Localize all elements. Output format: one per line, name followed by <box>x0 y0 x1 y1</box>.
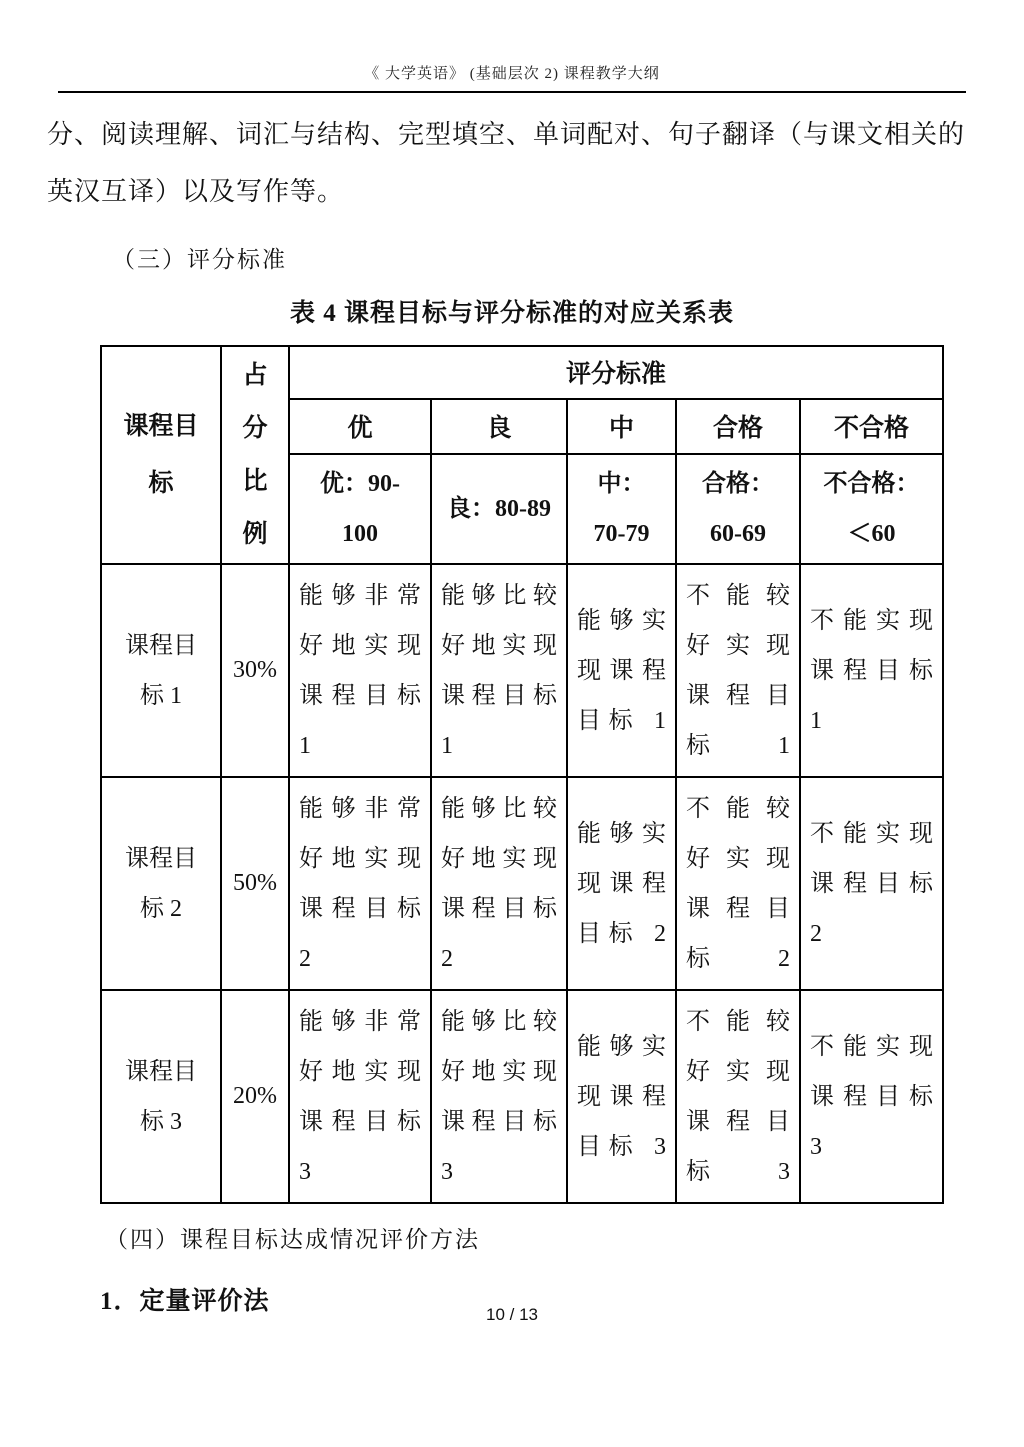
header-cell-level-fail: 不合格 <box>800 399 943 454</box>
cell-goal: 课程目 标 2 <box>101 777 221 990</box>
cell-excellent: 能够非常 好地实现 课程目标 1 <box>289 564 431 777</box>
cell-pass: 不能较 好实现 课程目 标 2 <box>676 777 800 990</box>
cell-medium: 能够实 现课程 目标 3 <box>567 990 676 1203</box>
running-head-title: 《 大学英语》 (基础层次 2) 课程教学大纲 <box>364 66 660 82</box>
cell-medium: 能够实 现课程 目标 2 <box>567 777 676 990</box>
page-number-text: 10 / 13 <box>486 1305 538 1324</box>
cell-weight: 20% <box>221 990 289 1203</box>
header-cell-range-medium: 中： 70-79 <box>567 454 676 564</box>
cell-pass: 不能较 好实现 课程目 标 1 <box>676 564 800 777</box>
header-cell-range-fail: 不合格： ＜60 <box>800 454 943 564</box>
table-row-goal-2 <box>101 777 943 990</box>
header-cell-weight: 占 分 比 例 <box>221 346 289 564</box>
body-paragraph <box>47 106 974 220</box>
cell-good: 能够比较 好地实现 课程目标 3 <box>431 990 567 1203</box>
cell-fail: 不能实现 课程目标 2 <box>800 777 943 990</box>
header-cell-level-medium: 中 <box>567 399 676 454</box>
header-cell-range-pass: 合格： 60-69 <box>676 454 800 564</box>
subsection-heading-quantitative-method: 1．定量评价法 <box>100 1288 270 1315</box>
cell-weight: 30% <box>221 564 289 777</box>
body-paragraph-line: 英汉互译）以及写作等。 <box>47 177 345 206</box>
cell-fail: 不能实现 课程目标 1 <box>800 564 943 777</box>
header-cell-range-good: 良：80-89 <box>431 454 567 564</box>
cell-excellent: 能够非常 好地实现 课程目标 2 <box>289 777 431 990</box>
header-cell-course-goal: 课程目 标 <box>101 346 221 564</box>
running-head <box>58 0 966 93</box>
header-cell-level-good: 良 <box>431 399 567 454</box>
cell-goal: 课程目 标 1 <box>101 564 221 777</box>
table-row-goal-1 <box>101 564 943 777</box>
section-heading-grading-criteria: （三）评分标准 <box>112 247 287 272</box>
cell-goal: 课程目 标 3 <box>101 990 221 1203</box>
table-title: 表 4 课程目标与评分标准的对应关系表 <box>289 300 734 327</box>
cell-excellent: 能够非常 好地实现 课程目标 3 <box>289 990 431 1203</box>
grading-criteria-table <box>100 345 944 1204</box>
table-row-goal-3 <box>101 990 943 1203</box>
body-paragraph-line: 分、阅读理解、词汇与结构、完型填空、单词配对、句子翻译（与课文相关的 <box>47 120 966 149</box>
cell-pass: 不能较 好实现 课程目 标 3 <box>676 990 800 1203</box>
cell-weight: 50% <box>221 777 289 990</box>
cell-good: 能够比较 好地实现 课程目标 2 <box>431 777 567 990</box>
header-cell-criteria: 评分标准 <box>289 346 943 399</box>
section-heading-evaluation-method: （四）课程目标达成情况评价方法 <box>105 1227 480 1252</box>
page-number <box>0 1305 1024 1325</box>
header-cell-range-excellent: 优：90- 100 <box>289 454 431 564</box>
cell-fail: 不能实现 课程目标 3 <box>800 990 943 1203</box>
header-cell-level-pass: 合格 <box>676 399 800 454</box>
header-cell-level-excellent: 优 <box>289 399 431 454</box>
cell-good: 能够比较 好地实现 课程目标 1 <box>431 564 567 777</box>
cell-medium: 能够实 现课程 目标 1 <box>567 564 676 777</box>
